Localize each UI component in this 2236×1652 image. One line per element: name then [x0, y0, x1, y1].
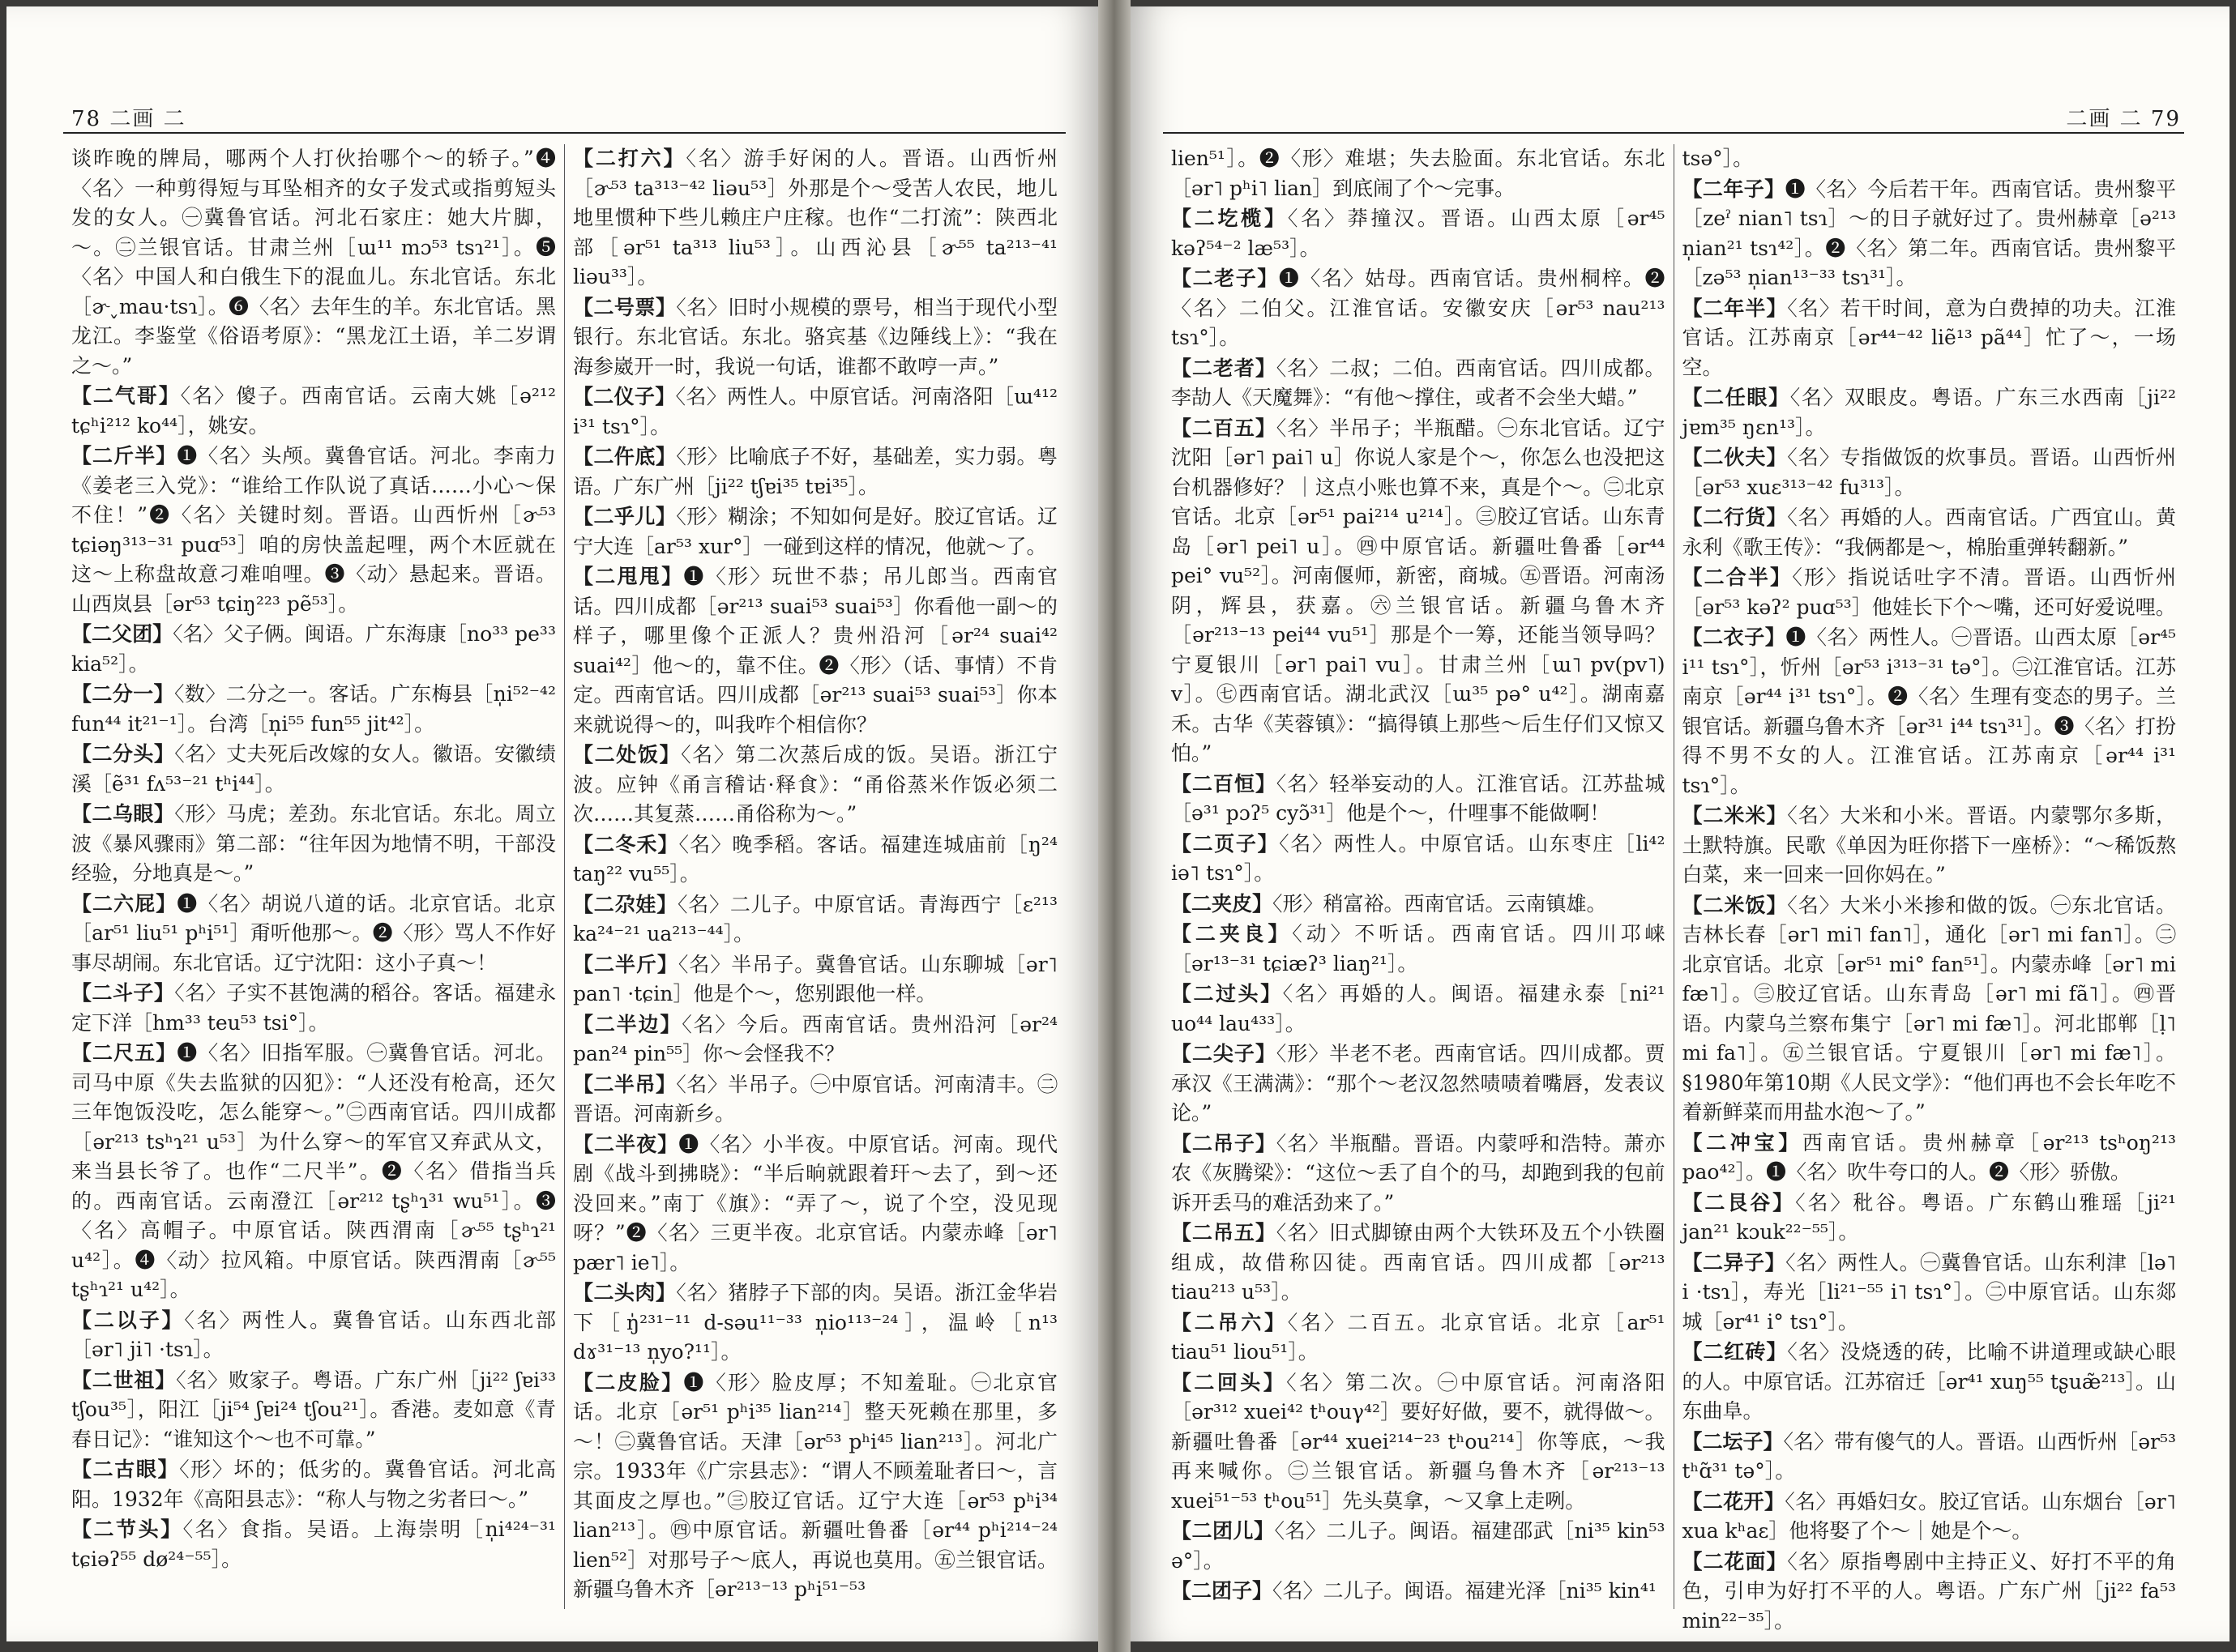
entry-headword: 【二冬禾】: [573, 832, 679, 856]
entry-headword: 【二任眼】: [1682, 386, 1790, 409]
entry-headword: 【二分一】: [71, 682, 174, 706]
entry-headword: 【二古眼】: [71, 1458, 180, 1481]
dictionary-entry: 【二节头】〈名〉食指。吴语。上海崇明［n̩i⁴²⁴⁻³¹ tɕiəʔ⁵⁵ dø²⁴⁻⁵⁵］。: [71, 1518, 556, 1571]
dictionary-entry: 【二合半】〈形〉指说话吐字不清。晋语。山西忻州［ər⁵³ kəʔ² puɑ⁵³］他娃长下个～嘴，还可好爱说哩。: [1682, 566, 2176, 619]
dictionary-entry: 【二头肉】〈名〉猪脖子下部的肉。吴语。浙江金华岩下［ŋ̍²³¹⁻¹¹ d-səu¹¹⁻³³ n̩io¹¹³⁻²⁴］，温岭［n¹³ dɤ³¹⁻¹³ n̩yo?¹¹］。: [573, 1281, 1058, 1364]
dictionary-entry: 【二任眼】〈名〉双眼皮。粤语。广东三水西南［ji²² jɐm³⁵ ŋɛn¹³］。: [1682, 386, 2176, 439]
dictionary-entry: 【二号票】〈名〉旧时小规模的票号，相当于现代小型银行。东北官话。东北。骆宾基《边陲线上》：“我在海参崴开一时，我说一句话，谁都不敢哼一声。”: [573, 295, 1058, 378]
entry-headword: 【二皮脸】: [573, 1370, 684, 1394]
entry-headword: 【二花面】: [1682, 1549, 1788, 1573]
dictionary-entry: 【二气哥】〈名〉傻子。西南官话。云南大姚［ə²¹² tɕʰi²¹² ko⁴⁴］，姚安。: [71, 384, 556, 438]
entry-headword: 【二仪子】: [573, 385, 676, 408]
dictionary-entry: 【二父团】〈名〉父子俩。闽语。广东海康［no³³ pe³³ kia⁵²］。: [71, 622, 556, 676]
right-columns: [1163, 144, 2184, 1633]
entry-headword: 【二页子】: [1171, 831, 1280, 856]
dictionary-entry: 【二团儿】〈名〉二儿子。闽语。福建邵武［ni³⁵ kin⁵³ ə°］。: [1171, 1519, 1665, 1573]
entry-headword: 【二年半】: [1682, 296, 1788, 320]
dictionary-entry: 【二仪子】〈名〉两性人。中原官话。河南洛阳［ɯ⁴¹² i³¹ tsɿ°］。: [573, 385, 1058, 438]
dictionary-entry: 【二仵底】〈形〉比喻底子不好，基础差，实力弱。粤语。广东广州［ji²² tʃɐi³⁵ tɐi³⁵］。: [573, 445, 1058, 498]
dictionary-entry: 【二异子】〈名〉两性人。㊀冀鲁官话。山东利津［lə˥ i ·tsɿ］，寿光［li²¹⁻⁵⁵ i˥ tsɿ°］。㊁中原官话。山东郯城［ər⁴¹ i° tsɿ°］。: [1682, 1250, 2176, 1334]
entry-headword: 【二夹良】: [1171, 922, 1293, 946]
dictionary-entry: 【二米饭】〈名〉大米小米掺和做的饭。㊀东北官话。吉林长春［ər˥ mi˥ fan˥］，通化［ər˥ mi fan˥］。㊁北京官话。北京［ər⁵¹ mi° fan⁵¹］。内蒙赤峰［ər˥ mi fæ˥］。㊂胶辽官话。山东青岛［ər˥ mi fã˥］。㊃晋语。内蒙乌兰察布集宁［ər˥ mi fæ˥］。河北邯郸［ḷ˥ mi fa˥］。㊄兰银官话。宁夏银川［ər˥ mi fæ˥］。§1980年第10期《人民文学》：“他们再也不会长年吃不着新鲜菜而用盐水泡～了。”: [1682, 893, 2176, 1124]
dictionary-entry: 【二斗子】〈名〉子实不甚饱满的稻谷。客话。福建永定下洋［hm³³ teu⁵³ tsi°］。: [71, 981, 556, 1035]
entry-headword: 【二甩甩】: [573, 565, 684, 588]
entry-headword: 【二斤半】: [71, 444, 177, 467]
dictionary-entry: 【二半吊】〈名〉半吊子。㊀中原官话。河南清丰。㊁晋语。河南新乡。: [573, 1072, 1058, 1125]
dictionary-entry: 【二夹皮】〈形〉稍富裕。西南官话。云南镇雄。: [1171, 891, 1607, 916]
dictionary-entry: 【二半斤】〈名〉半吊子。冀鲁官话。山东聊城［ər˥ pan˥ ·tɕin］他是个～，您别跟他一样。: [573, 952, 1058, 1005]
dictionary-entry: 【二衣子】❶〈名〉两性人。㊀晋语。山西太原［ər⁴⁵ i¹¹ tsɿ°］，忻州［ər⁵³ i³¹³⁻³¹ tə°］。㊁江淮官话。江苏南京［ər⁴⁴ i³¹ tsɿ°］。❷〈名〉生理有变态的男子。兰银官话。新疆乌鲁木齐［ər³¹ i⁴⁴ tsɿ³¹］。❸〈名〉打扮得不男不女的人。江淮官话。江苏南京［ər⁴⁴ i³¹ tsɿ°］。: [1682, 625, 2176, 797]
dictionary-entry: 【二花开】〈名〉再婚妇女。胶辽官话。山东烟台［ər˥ xua kʰaɛ］他将娶了个～｜她是个～。: [1682, 1489, 2176, 1543]
entry-headword: 【二号票】: [573, 295, 677, 319]
dictionary-entry: 【二年子】❶〈名〉今后若干年。西南官话。贵州黎平［zeˀ nian˥ tsɿ］～的日子就好过了。贵州赫章［ə²¹³ n̩ian²¹ tsɿ⁴²］。❷〈名〉第二年。西南官话。贵州黎平［zə⁵³ n̩ian¹³⁻³³ tsɿ³¹］。: [1682, 177, 2176, 289]
entry-headword: 【二吊六】: [1171, 1310, 1288, 1334]
left-page: [6, 6, 1098, 1641]
dictionary-entry: 【二斤半】❶〈名〉头颅。冀鲁官话。河北。李南力《姜老三入党》：“谁给工作队说了真话……小心～保不住！”❷〈名〉关键时刻。晋语。山西忻州［ɚ⁵³ tɕiəŋ³¹³⁻³¹ puɑ⁵³］咱的房快盖起哩，两个木匠就在这～上称盘故意刁难咱哩。❸〈动〉悬起来。晋语。山西岚县［ər⁵³ tɕiŋ²²³ pẽ⁵³］。: [71, 444, 556, 616]
entry-headword: 【二半边】: [573, 1012, 682, 1036]
entry-headword: 【二处饭】: [573, 743, 682, 766]
dictionary-entry: 【二以子】〈名〉两性人。冀鲁官话。山东西北部［ər˥ ji˥ ·tsɿ］。: [71, 1308, 556, 1361]
entry-headword: 【二百恒】: [1171, 771, 1276, 796]
entry-headword: 【二老子】: [1171, 267, 1279, 290]
entry-headword: 【二半夜】: [573, 1132, 679, 1156]
dictionary-entry: 【二年半】〈名〉若干时间，意为白费掉的功夫。江淮官话。江苏南京［ər⁴⁴⁻⁴² liẽ¹³ pã⁴⁴］忙了～，一场空。: [1682, 296, 2176, 379]
entry-headword: 【二吊子】: [1171, 1131, 1276, 1155]
entry-headword: 【二团子】: [1171, 1579, 1273, 1603]
left-columns: [63, 144, 1066, 1609]
entry-headword: 【二冲宝】: [1682, 1130, 1802, 1155]
dictionary-entry: 谈昨晚的牌局，哪两个人打伙抬哪个～的轿子。”❹〈名〉一种剪得短与耳坠相齐的女子发式或指剪短头发的女人。㊀冀鲁官话。河北石家庄：她大片脚，～。㊁兰银官话。甘肃兰州［ɯ¹¹ mɔ⁵³ tsɿ²¹］。❺〈名〉中国人和白俄生下的混血儿。东北官话。东北［ɚ˯mau·tsɿ］。❻〈名〉去年生的羊。东北官话。黑龙江。李鉴堂《俗语考原》：“黑龙江土语，羊二岁谓之～。”: [71, 147, 556, 378]
entry-headword: 【二打六】: [573, 147, 686, 170]
dictionary-entry: 【二打六】〈名〉游手好闲的人。晋语。山西忻州［ɚ⁵³ ta³¹³⁻⁴² liəu⁵³］外那是个～受苦人农民，地儿地里惯种下些儿赖庄户庄稼。也作“二打流”：陕西北部［ər⁵¹ ta³¹³ liu⁵³］。山西沁县［ɚ⁵⁵ ta²¹³⁻⁴¹ liəu³³］。: [573, 147, 1058, 288]
entry-headword: 【二异子】: [1682, 1250, 1786, 1274]
entry-headword: 【二团儿】: [1171, 1519, 1275, 1543]
dictionary-entry: 【二吊子】〈名〉半瓶醋。晋语。内蒙呼和浩特。萧亦农《灰腾梁》：“这位～丢了自个的马，却跑到我的包前诉开丢马的难活劲来了。”: [1171, 1131, 1665, 1214]
entry-headword: 【二六屁】: [71, 891, 177, 916]
dictionary-entry: 【二吊六】〈名〉二百五。北京官话。北京［ar⁵¹ tiau⁵¹ liou⁵¹］。: [1171, 1310, 1665, 1364]
entry-headword: 【二父团】: [71, 622, 173, 646]
dictionary-entry: 【二分头】〈名〉丈夫死后改嫁的女人。徽语。安徽绩溪［ẽ³¹ fʌ⁵³⁻²¹ tʰi⁴⁴］。: [71, 742, 556, 796]
dictionary-entry: 【二老子】❶〈名〉姑母。西南官话。贵州桐梓。❷〈名〉二伯父。江淮官话。安徽安庆［ər⁵³ nau²¹³ tsɿ°］。: [1171, 267, 1665, 349]
entry-headword: 【二尖子】: [1171, 1042, 1276, 1065]
dictionary-entry: 【二红砖】〈名〉没烧透的砖，比喻不讲道理或缺心眼的人。中原官话。江苏宿迁［ər⁴¹ xuŋ⁵⁵ tʂuæ̃²¹³］。山东曲阜。: [1682, 1340, 2176, 1423]
dictionary-entry: tsə°］。: [1682, 147, 1754, 170]
dictionary-entry: 【二世祖】〈名〉败家子。粤语。广东广州［ji²² ʃɐi³³ tʃou³⁵］，阳江［ji⁵⁴ ʃɐi²⁴ tʃou²¹］。香港。麦如意《青春日记》：“谁知这个～也不可靠。”: [71, 1368, 556, 1451]
right-column-2: [1674, 144, 2185, 1633]
entry-headword: 【二斗子】: [71, 981, 175, 1005]
dictionary-entry: 【二圪榄】〈名〉莽撞汉。晋语。山西太原［ər⁴⁵ kəʔ⁵⁴⁻² læ⁵³］。: [1171, 207, 1665, 260]
right-page: [1131, 6, 2230, 1641]
entry-headword: 【二米米】: [1682, 804, 1788, 827]
dictionary-entry: 【二半夜】❶〈名〉小半夜。中原官话。河南。现代剧《战斗到拂晓》：“半后晌就跟着玕～去了，到～还没回来。”南丁《旗》：“弄了～，说了个空，没见现呀？”❷〈名〉三更半夜。北京官话。内蒙赤峰［ər˥ pær˥ ie˥］。: [573, 1132, 1058, 1274]
dictionary-entry: 【二团子】〈名〉二儿子。闽语。福建光泽［ni³⁵ kin⁴¹: [1171, 1579, 1657, 1603]
entry-headword: 【二圪榄】: [1171, 207, 1288, 230]
entry-headword: 【二气哥】: [71, 384, 181, 408]
dictionary-entry: 【二冲宝】西南官话。贵州赫章［ər²¹³ tsʰoŋ²¹³ pao⁴²］。❶〈名〉吹牛夸口的人。❷〈形〉骄傲。: [1682, 1130, 2176, 1184]
entry-headword: 【二半斤】: [573, 952, 678, 976]
dictionary-entry: 【二尖子】〈形〉半老不老。西南官话。四川成都。贾承汉《王满满》：“那个～老汉忽然啧啧着嘴唇，发表议论。”: [1171, 1042, 1665, 1125]
entry-headword: 【二年子】: [1682, 177, 1785, 201]
entry-headword: 【二夹皮】: [1171, 891, 1273, 916]
dictionary-entry: 【二处饭】〈名〉第二次蒸后成的饭。吴语。浙江宁波。应钟《甬言稽诂·释食》：“甬俗蒸米作饭必须二次……其复蒸……甬俗称为～。”: [573, 743, 1058, 826]
dictionary-entry: 【二页子】〈名〉两性人。中原官话。山东枣庄［li⁴² iə˥ tsɿ°］。: [1171, 831, 1665, 885]
entry-headword: 【二衣子】: [1682, 625, 1786, 649]
entry-headword: 【二米饭】: [1682, 893, 1788, 917]
dictionary-entry: 【二坛子】〈名〉带有傻气的人。晋语。山西忻州［ər⁵³ tʰɑ̃³¹ tə°］。: [1682, 1429, 2176, 1483]
right-header-rule: [1163, 132, 2184, 134]
dictionary-entry: 【二夹良】〈动〉不听话。西南官话。四川邛崃［ər¹³⁻³¹ tɕiæʔ³ liaŋ²¹］。: [1171, 922, 1665, 975]
dictionary-entry: 【二米米】〈名〉大米和小米。晋语。内蒙鄂尔多斯，土默特旗。民歌《单因为旺你搭下一座桥》：“～稀饭熬白菜，来一回来一回你妈在。”: [1682, 804, 2176, 886]
entry-headword: 【二乎儿】: [573, 505, 677, 528]
dictionary-entry: 【二尺五】❶〈名〉旧指军服。㊀冀鲁官话。河北。司马中原《失去监狱的囚犯》：“人还没有枪高，还欠三年饱饭没吃，怎么能穿～。”㊁西南官话。四川成都［ər²¹³ tsʰɿ²¹ u⁵³］为什么穿～的军官又弃武从文，来当县长爷了。也作“二尺半”。❷〈名〉借指当兵的。西南官话。云南澄江［ər²¹² tʂʰɿ³¹ wu⁵¹］。❸〈名〉高帽子。中原官话。陕西渭南［ɚ⁵⁵ tʂʰɿ²¹ u⁴²］。❹〈动〉拉风箱。中原官话。陕西渭南［ɚ⁵⁵ tʂʰɿ²¹ u⁴²］。: [71, 1041, 556, 1301]
dictionary-entry: 【二百恒】〈名〉轻举妄动的人。江淮官话。江苏盐城［ə³¹ pɔʔ⁵ cyɔ̃³¹］他是个～，什哩事不能做啊！: [1171, 771, 1665, 825]
dictionary-entry: 【二吊五】〈名〉旧式脚镣由两个大铁环及五个小铁圈组成，故借称囚徒。西南官话。四川成都［ər²¹³ tiau²¹³ u⁵³］。: [1171, 1221, 1665, 1304]
left-page-header: 78 二画 二: [71, 107, 186, 131]
entry-headword: 【二艮谷】: [1682, 1190, 1796, 1214]
entry-headword: 【二百五】: [1171, 416, 1276, 440]
left-column-1: [63, 144, 564, 1609]
entry-headword: 【二世祖】: [71, 1368, 177, 1392]
dictionary-entry: 【二老者】〈名〉二叔；二伯。西南官话。四川成都。李劼人《天魔舞》：“有他～撑住，或者不会坐大蜡。”: [1171, 356, 1665, 409]
entry-headword: 【二过头】: [1171, 982, 1283, 1005]
entry-headword: 【二半吊】: [573, 1072, 677, 1096]
entry-headword: 【二以子】: [71, 1308, 185, 1332]
entry-headword: 【二伙夫】: [1682, 446, 1788, 469]
left-header-rule: [63, 132, 1066, 134]
dictionary-entry: 【二回头】〈名〉第二次。㊀中原官话。河南洛阳［ər³¹² xuei⁴² tʰouγ⁴²］要好好做，要不，就得做～。新疆吐鲁番［ər⁴⁴ xuei²¹⁴⁻²³ tʰou²¹⁴］你等底，～我再来喊你。㊁兰银官话。新疆乌鲁木齐［ər²¹³⁻¹³ xuei⁵¹⁻⁵³ tʰou⁵¹］先头莫拿，～又拿上走咧。: [1171, 1370, 1665, 1513]
dictionary-entry: 【二伙夫】〈名〉专指做饭的炊事员。晋语。山西忻州［ər⁵³ xuɛ³¹³⁻⁴² fu³¹³］。: [1682, 446, 2176, 499]
dictionary-entry: 【二冬禾】〈名〉晚季稻。客话。福建连城庙前［ŋ²⁴ taŋ²² vu⁵⁵］。: [573, 832, 1058, 886]
dictionary-entry: 【二甩甩】❶〈形〉玩世不恭；吊儿郎当。西南官话。四川成都［ər²¹³ suai⁵³ suai⁵³］你看他一副～的样子，哪里像个正派人？贵州沿河［ər²⁴ suai⁴² suai⁴²］他～的，靠不住。❷〈形〉（话、事情）不肯定。西南官话。四川成都［ər²¹³ suai⁵³ suai⁵³］你本来就说得～的，叫我咋个相信你？: [573, 565, 1058, 736]
entry-headword: 【二仵底】: [573, 445, 677, 468]
dictionary-entry: 【二乎儿】〈形〉糊涂；不知如何是好。胶辽官话。辽宁大连［ar⁵³ xur°］一碰到这样的情况，他就～了。: [573, 505, 1058, 558]
entry-headword: 【二乌眼】: [71, 802, 175, 826]
entry-headword: 【二尺五】: [71, 1041, 177, 1065]
dictionary-entry: 【二皮脸】❶〈形〉脸皮厚；不知羞耻。㊀北京官话。北京［ər⁵¹ pʰi³⁵ lian²¹⁴］整天死赖在那里，多～！㊁冀鲁官话。天津［ər⁵³ pʰi⁴⁵ lian²¹³］。河北广宗。1933年《广宗县志》：“谓人不顾羞耻者曰～，言其面皮之厚也。”㊂胶辽官话。辽宁大连［ər⁵³ pʰi³⁴ lian²¹³］。㊃中原官话。新疆吐鲁番［ər⁴⁴ pʰi²¹⁴⁻²⁴ lien⁵²］对那号子～底人，再说也莫用。㊄兰银官话。新疆乌鲁木齐［ər²¹³⁻¹³ pʰi⁵¹⁻⁵³: [573, 1370, 1058, 1601]
dictionary-entry: 【二半边】〈名〉今后。西南官话。贵州沿河［ər²⁴ pan²⁴ pin⁵⁵］你～会怪我不？: [573, 1012, 1058, 1065]
entry-headword: 【二回头】: [1171, 1370, 1287, 1394]
entry-headword: 【二尕娃】: [573, 892, 678, 916]
right-column-1: [1163, 144, 1674, 1609]
dictionary-entry: lien⁵¹］。❷〈形〉难堪；失去脸面。东北官话。东北［ər˥ pʰi˥ lian］到底闹了个～完事。: [1171, 147, 1665, 200]
dictionary-entry: 【二艮谷】〈名〉秕谷。粤语。广东鹤山雅瑶［ji²¹ jan²¹ kɔuk²²⁻⁵⁵］。: [1682, 1190, 2176, 1244]
entry-headword: 【二节头】: [71, 1518, 183, 1541]
dictionary-entry: 【二行货】〈名〉再婚的人。西南官话。广西宜山。黄永利《歌王传》：“我俩都是～，棉胎重弹转翻新。”: [1682, 506, 2176, 559]
dictionary-entry: 【二六屁】❶〈名〉胡说八道的话。北京官话。北京［ar⁵¹ liu⁵¹ pʰi⁵¹］甭听他那～。❷〈形〉骂人不作好事尽胡闹。东北官话。辽宁沈阳：这小子真～！: [71, 891, 556, 975]
entry-headword: 【二坛子】: [1682, 1429, 1784, 1454]
entry-headword: 【二花开】: [1682, 1489, 1785, 1513]
entry-headword: 【二头肉】: [573, 1281, 677, 1304]
dictionary-entry: 【二尕娃】〈名〉二儿子。中原官话。青海西宁［ɛ²¹³ ka²⁴⁻²¹ ua²¹³⁻⁴⁴］。: [573, 892, 1058, 946]
entry-headword: 【二分头】: [71, 742, 175, 766]
dictionary-entry: 【二古眼】〈形〉坏的；低劣的。冀鲁官话。河北高阳。1932年《高阳县志》：“称人与物之劣者曰～。”: [71, 1458, 556, 1511]
left-column-2: [565, 144, 1066, 1609]
entry-headword: 【二红砖】: [1682, 1340, 1788, 1364]
dictionary-entry: 【二花面】〈名〉原指粤剧中主持正义、好打不平的角色，引申为好打不平的人。粤语。广东广州［ji²² fa⁵³ min²²⁻³⁵］。: [1682, 1549, 2176, 1633]
entry-headword: 【二行货】: [1682, 506, 1788, 529]
book-gutter: [1098, 0, 1131, 1652]
dictionary-entry: 【二乌眼】〈形〉马虎；差劲。东北官话。东北。周立波《暴风骤雨》第二部：“往年因为地情不明，干部没经验，分地真是～。”: [71, 802, 556, 885]
dictionary-entry: 【二过头】〈名〉再婚的人。闽语。福建永泰［ni²¹ uo⁴⁴ lau⁴³³］。: [1171, 982, 1665, 1035]
right-page-header: 二画 二 79: [2066, 107, 2181, 131]
dictionary-entry: 【二百五】〈名〉半吊子；半瓶醋。㊀东北官话。辽宁沈阳［ər˥ pai˥ u］你说人家是个～，你怎么也没把这台机器修好？｜这点小账也算不来，真是个～。㊁北京官话。北京［ər⁵¹ pai²¹⁴ u²¹⁴］。㊂胶辽官话。山东青岛［ər˥ pei˥ u］。㊃中原官话。新疆吐鲁番［ər⁴⁴ pei° vu⁵²］。河南偃师，新密，商城。㊄晋语。河南汤阴，辉县，获嘉。㊅兰银官话。新疆乌鲁木齐［ər²¹³⁻¹³ pei⁴⁴ vu⁵¹］那是个一筹，还能当领导吗？宁夏银川［ər˥ pai˥ vu］。甘肃兰州［ɯ˥ pv(pv˥) v］。㊆西南官话。湖北武汉［ɯ³⁵ pə° u⁴²］。湖南嘉禾。古华《芙蓉镇》：“搞得镇上那些～后生仔们又惊又怕。”: [1171, 416, 1665, 765]
entry-headword: 【二吊五】: [1171, 1221, 1276, 1244]
entry-headword: 【二合半】: [1682, 566, 1793, 589]
dictionary-entry: 【二分一】〈数〉二分之一。客话。广东梅县［n̩i⁵²⁻⁴² fun⁴⁴ it²¹⁻¹］。台湾［n̩i⁵⁵ fun⁵⁵ jit⁴²］。: [71, 682, 556, 736]
entry-headword: 【二老者】: [1171, 356, 1276, 380]
